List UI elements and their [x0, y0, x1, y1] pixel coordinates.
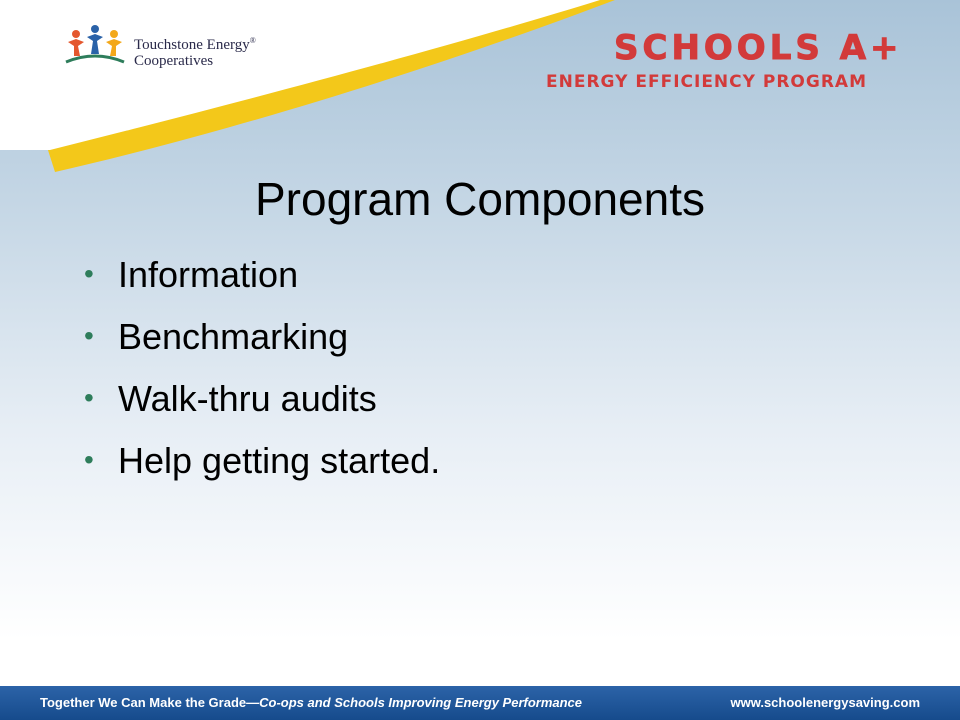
touchstone-energy-logo [62, 22, 292, 76]
footer-bar [0, 686, 960, 720]
bullet-dot-icon: • [84, 444, 94, 475]
bullet-dot-icon: • [84, 382, 94, 413]
bullet-text: Walk-thru audits [118, 378, 377, 419]
slide-title: Program Components [255, 173, 705, 225]
registered-mark: ® [249, 36, 256, 45]
bullet-text: Help getting started. [118, 440, 441, 481]
bullet-text: Benchmarking [118, 316, 349, 357]
footer-website-link[interactable]: www.schoolenergysaving.com [730, 695, 920, 710]
footer-tagline-italic: Co-ops and Schools Improving Energy Performance [259, 695, 583, 710]
bullet-text: Information [118, 254, 299, 295]
program-title: SCHOOLS A+ [614, 28, 903, 68]
footer-tagline-start: Together We Can Make the Grade— [40, 695, 260, 710]
touchstone-people-icon [62, 22, 128, 72]
footer-tagline [40, 695, 582, 710]
coop-name-line1: Touchstone Energy® [134, 36, 256, 53]
bullet-dot-icon: • [84, 320, 94, 351]
bullet-dot-icon: • [84, 258, 94, 289]
schools-program-logo [540, 28, 903, 100]
program-subtitle: ENERGY EFFICIENCY PROGRAM [546, 72, 867, 92]
coop-name-line2: Cooperatives [134, 53, 214, 69]
